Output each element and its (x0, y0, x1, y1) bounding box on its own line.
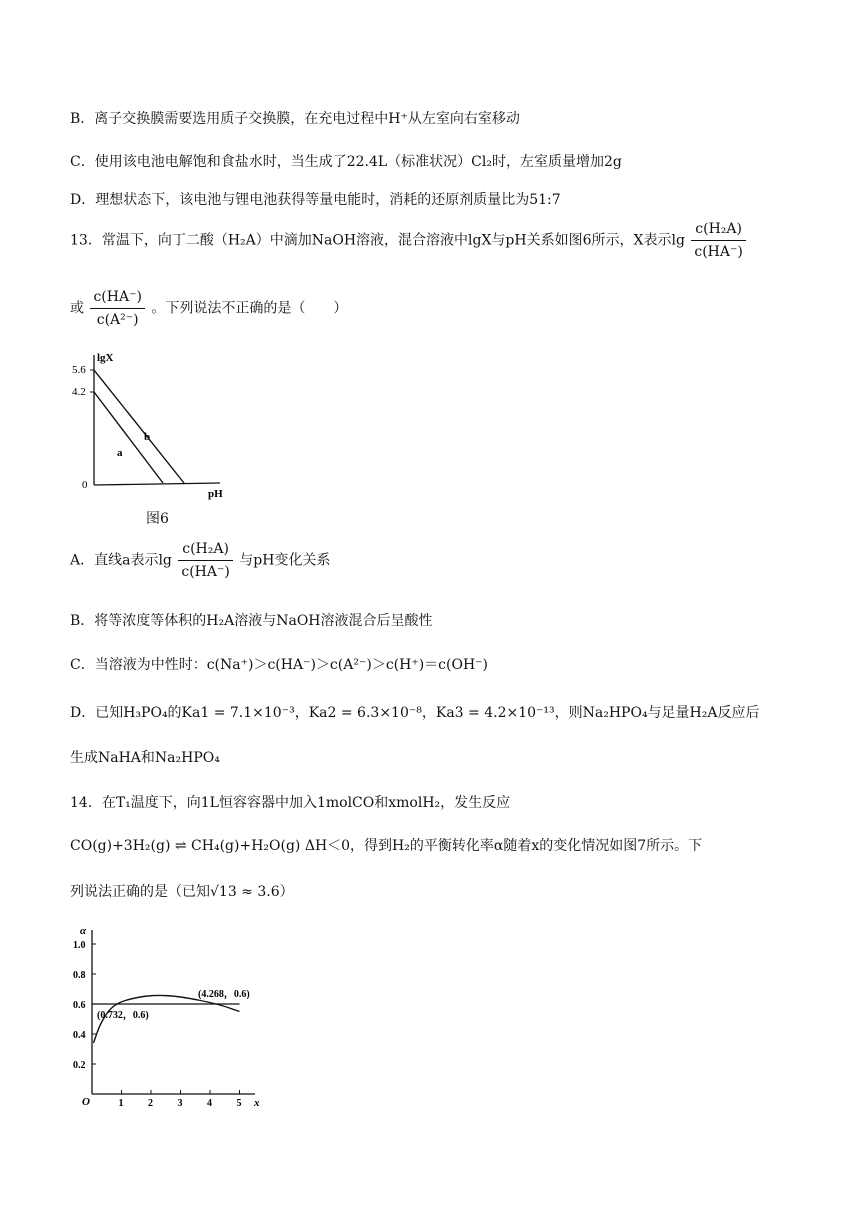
figure-7-chart (70, 922, 290, 1112)
y-axis-label: lgX (97, 352, 114, 364)
line-a (94, 392, 163, 483)
annotation-right: (4.268，0.6) (198, 989, 250, 1000)
q13-stem-or: 或 (70, 300, 84, 317)
q13-option-d-line2: 生成NaHA和Na₂HPO₄ (70, 750, 220, 766)
y-axis-label: α (80, 925, 87, 937)
q12-option-c: C．使用该电池电解饱和食盐水时，当生成了22.4L（标准状况）Cl₂时，左室质量增加2g (70, 154, 622, 170)
annotation-left: (0.732，0.6) (97, 1010, 149, 1021)
fraction-denominator: c(A²⁻) (96, 312, 139, 328)
fraction-numerator: c(H₂A) (691, 218, 745, 241)
x-tick-label: 4 (207, 1098, 212, 1109)
y-tick-label: 1.0 (73, 940, 86, 951)
fraction-denominator: c(HA⁻) (181, 564, 230, 580)
x-axis-label: pH (208, 488, 223, 500)
q14-stem-line2: CO(g)+3H₂(g) ⇌ CH₄(g)+H₂O(g) ΔH＜0，得到H₂的平衡转化率α随着x的变化情况如图7所示。下 (70, 838, 703, 854)
q13-stem-text: 13．常温下，向丁二酸（H₂A）中滴加NaOH溶液，混合溶液中lgX与pH关系如图6所示，X表示lg (70, 232, 685, 249)
q13-fraction-1 (691, 218, 745, 263)
q13-option-c: C．当溶液为中性时：c(Na⁺)＞c(HA⁻)＞c(A²⁻)＞c(H⁺)＝c(OH⁻) (70, 657, 489, 673)
x-tick-label: 5 (236, 1098, 242, 1109)
y-tick-label: 0 (82, 479, 88, 491)
q13-option-a (70, 538, 330, 583)
origin-label: O (82, 1096, 90, 1108)
figure-6-chart (70, 345, 240, 505)
y-tick-label: 4.2 (72, 386, 86, 398)
x-axis-label: x (254, 1097, 260, 1109)
x-tick-label: 1 (118, 1098, 124, 1109)
y-tick-label: 5.6 (72, 364, 86, 376)
fraction-numerator: c(H₂A) (178, 538, 232, 561)
figure-6-caption: 图6 (146, 511, 169, 527)
x-axis (94, 483, 220, 485)
y-tick-label: 0.6 (73, 1000, 86, 1011)
y-tick-label: 0.2 (73, 1060, 86, 1071)
q14-stem-line1: 14．在T₁温度下，向1L恒容容器中加入1molCO和xmolH₂，发生反应 (70, 795, 511, 811)
x-tick-label: 3 (177, 1098, 183, 1109)
option-a-tail: 与pH变化关系 (239, 552, 331, 569)
x-tick-label: 2 (148, 1098, 153, 1109)
option-a-text: A．直线a表示lg (70, 552, 172, 569)
q12-option-d: D．理想状态下，该电池与锂电池获得等量电能时，消耗的还原剂质量比为51:7 (70, 192, 561, 208)
q13-stem-question: 。下列说法不正确的是（ ） (151, 300, 348, 317)
y-tick-label: 0.4 (73, 1030, 86, 1041)
series-label-a: a (117, 447, 123, 459)
line-b (94, 370, 184, 483)
option-a-fraction (178, 538, 232, 583)
fraction-denominator: c(HA⁻) (694, 244, 743, 260)
q14-stem-line3: 列说法正确的是（已知√13 ≈ 3.6） (70, 884, 294, 900)
q12-option-b: B．离子交换膜需要选用质子交换膜，在充电过程中H⁺从左室向右室移动 (70, 111, 520, 127)
fraction-numerator: c(HA⁻) (90, 286, 144, 309)
q13-option-d-line1: D．已知H₃PO₄的Ka1 = 7.1×10⁻³，Ka2 = 6.3×10⁻⁸，Ka3 = 4.2×10⁻¹³，则Na₂HPO₄与足量H₂A反应后 (70, 705, 760, 721)
q13-stem-line2 (70, 286, 347, 331)
q13-option-b: B．将等浓度等体积的H₂A溶液与NaOH溶液混合后呈酸性 (70, 613, 433, 629)
y-tick-label: 0.8 (73, 970, 86, 981)
q13-fraction-2 (90, 286, 144, 331)
q13-stem-line1 (70, 218, 748, 263)
series-label-b: b (144, 431, 151, 443)
